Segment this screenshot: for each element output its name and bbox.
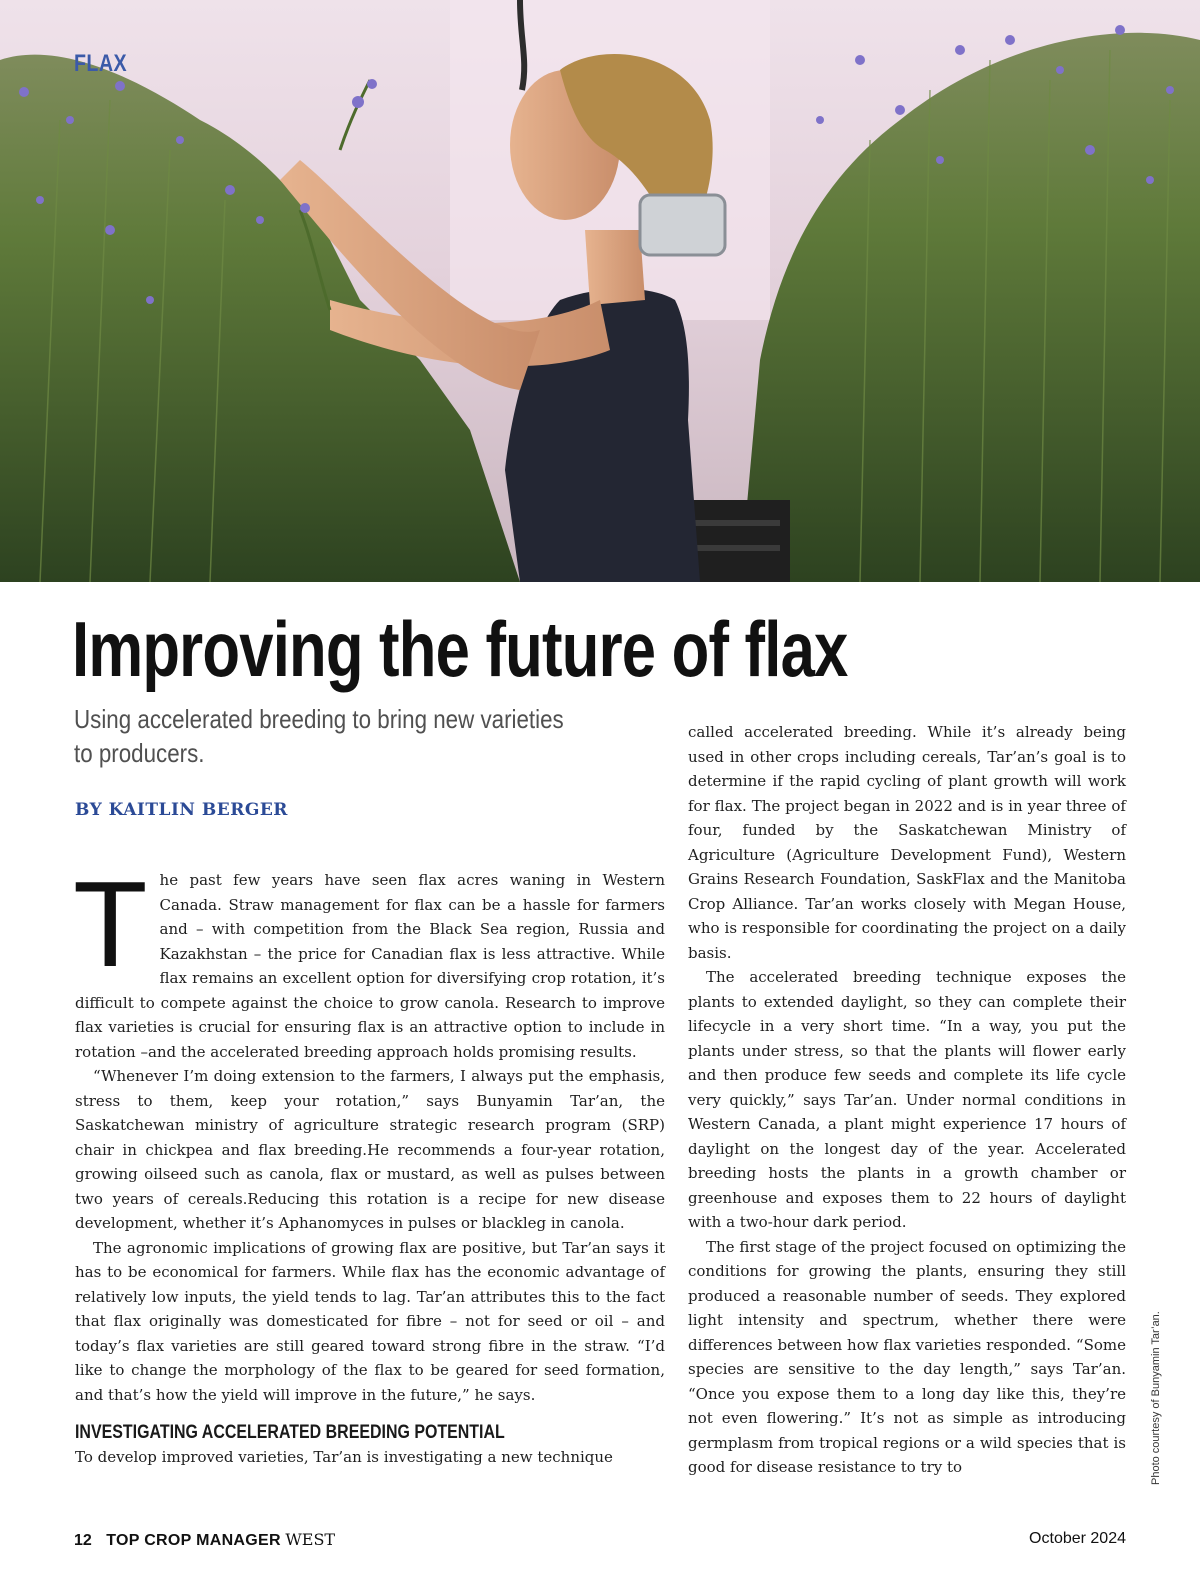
section-label: FLAX — [74, 50, 128, 77]
body-paragraph: The accelerated breeding technique exposes the plants to extended daylight, so they can complete their lifecycle in a very short time. “In a way, you put the plants under stress, so that the plants will flower early and then produce few seeds and complete its life cycle very quickly,” says Tar’an. Under normal conditions in Western Canada, a plant might experience 17 hours of daylight on the longest day of the year. Accelerated breeding hosts the plants in a growth chamber or greenhouse and exposes them to 22 hours of daylight with a two-hour dark period. — [688, 968, 1126, 1231]
hero-photo — [0, 0, 1200, 582]
body-paragraph: The first stage of the project focused on optimizing the conditions for growing the plants, ensuring they still produced a reasonable number of seeds. They explored light intensity and spectrum, whether there were differences between how flax varieties responded. “Some species are sensitive to the day length,” says Tar’an. “Once you expose them to a long day like this, they’re not even flowering.” It’s not as simple as introducing germplasm from tropical regions or a wild species that is good for disease resistance to try to — [688, 1237, 1126, 1476]
issue-date: October 2024 — [1029, 1530, 1126, 1547]
byline: BY KAITLIN BERGER — [75, 800, 288, 820]
headline: Improving the future of flax — [72, 605, 848, 693]
body-paragraph: To develop improved varieties, Tar’an is investigating a new technique — [75, 1448, 613, 1466]
body-paragraph: called accelerated breeding. While it’s already being used in other crops including cereals, Tar’an’s goal is to determine if the rapid cycling of plant growth will work for flax. The project began in 2022 and is in year three of four, funded by the Saskatchewan Ministry of Agriculture (Agriculture Development Fund), Western Grains Research Foundation, SaskFlax and the Manitoba Crop Alliance. Tar’an works closely with Megan House, who is responsible for coordinating the project on a daily basis. — [688, 723, 1126, 962]
magazine-edition: WEST — [285, 1530, 336, 1549]
deck: Using accelerated breeding to bring new varieties to producers. — [74, 704, 564, 768]
article-column-left — [73, 856, 665, 1470]
photo-credit: Photo courtesy of Bunyamin Tar’an. — [1150, 1311, 1162, 1485]
body-paragraph: The agronomic implications of growing flax are positive, but Tar’an says it has to be economical for farmers. While flax has the economic advantage of relatively low inputs, the yield tends to lag. Tar’an attributes this to the fact that flax originally was domesticated for fibre – not for seed or oil – and today’s flax varieties are still geared toward strong fibre in the straw. “I’d like to change the morphology of the flax to be geared for seed formation, and that’s how the yield will improve in the future,” he says. — [75, 1238, 665, 1404]
magazine-name: TOP CROP MANAGER — [106, 1532, 281, 1549]
article-column-right — [688, 720, 1126, 1480]
greenhouse-flax-illustration — [0, 0, 1200, 582]
body-paragraph: “Whenever I’m doing extension to the farmers, I always put the emphasis, stress to them, keep your rotation,” says Bunyamin Tar’an, the Saskatchewan ministry of agriculture strategic research program (SRP) chair in chickpea and flax breeding.He recommends a four-year rotation, growing oilseed such as canola, flax or mustard, as well as pulses between two years of cereals.Reducing this rotation is a recipe for new disease development, whether it’s Aphanomyces in pulses or blackleg in canola. — [75, 1067, 665, 1232]
footer-folio — [74, 1530, 335, 1550]
subhead: INVESTIGATING ACCELERATED BREEDING POTENTIAL — [75, 1422, 505, 1443]
drop-cap: T — [73, 856, 148, 992]
page-number: 12 — [74, 1532, 92, 1549]
body-paragraph: he past few years have seen flax acres waning in Western Canada. Straw management for flax can be a hassle for farmers and – with competition from the Black Sea region, Russia and Kazakhstan – the price for Canadian flax is less attractive. While flax remains an excellent option for diversifying crop rotation, it’s difficult to compete against the choice to grow canola. Research to improve flax varieties is crucial for ensuring flax is an attractive option to include in rotation –and the accelerated breeding approach holds promising results. — [75, 871, 665, 1061]
